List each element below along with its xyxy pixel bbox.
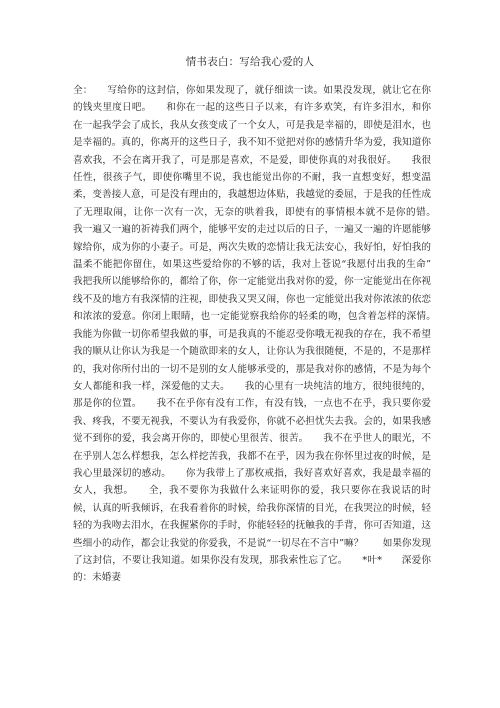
letter-body: 全： 写给你的这封信，你如果发现了，就仔细读一读。如果没发现，就让它在你的钱夹里度日吧。 和你在一起的这些日子以来，有许多欢笑，有许多泪水，和你在一起我学会了成长，我从女孩变成了一个女人，可是我是幸福的，即使是泪水，也是幸福的。真的，你离开的这些日子，我不知不觉把对你的感情升华为爱，我知道你喜欢我，不会在离开我了，可是那是喜欢，不是爱，即使你真的对我很好。 我很任性，很孩子气，即使你嘴里不说，我也能觉出你的不耐，我一直想变好，想变温柔，变善接人意，可是没有理由的，我越想边体贴，我越觉的委屈，于是我的任性成了无理取闹，让你一次有一次，无奈的哄着我，即使有的事情根本就不是你的错。 我一遍又一遍的祈祷我们两个，能够平安的走过以后的日子，一遍又一遍的许愿能够嫁给你，成为你的小妻子。可是，两次失败的恋情让我无法安心，我好怕，好怕我的温柔不能把你留住，如果这些爱给你的不够的话，我对上苍说“我愿付出我的生命” 我把我所以能够给你的，都给了你，你一定能觉出我对你的爱，你一定能觉出在你视线不及的地方有我深情的注视，即使我又哭又闹，你也一定能觉出我对你浓浓的依恋和浓浓的爱意。你闭上眼睛，也一定能觉察我给你的轻柔的吻，包含着怎样的深情。 我能为你做一切你希望我做的事，可是我真的不能忍受你哦无视我的存在，我不希望我的顺从让你认为我是一个随欲即来的女人，让你认为我很随便，不是的，不是那样的，我对你所付出的一切不是别的女人能够承受的，那是我对你的感情，不是为每个女人都能和我一样，深爱他的丈夫。 我的心里有一块纯洁的地方，很纯很纯的，那是你的位置。 我不在乎你有没有工作，有没有钱，一点也不在乎，我只要你爱我、疼我，不要无视我，不要认为有我爱你，你就不必担忧失去我。会的，如果我感觉不到你的爱，我会离开你的，即使心里很苦、很苦。 我不在乎世人的眼光，不在乎别人怎么样想我，怎么样挖苦我，我都不在乎，因为我在你怀里过夜的时候，是我心里最深切的感动。 你为我带上了那枚戒指，我好喜欢好喜欢，我是最幸福的女人，我想。 全，我不要你为我做什么来证明你的爱，我只要你在我说话的时候，认真的听我倾诉，在我看着你的时候，给我你深情的目光，在我哭泣的时候，轻轻的为我吻去泪水，在我握紧你的手时，你能轻轻的抚触我的手背，你可否知道，这些细小的动作，都会让我觉的你爱我，不是说“一切尽在不言中”嘛？ 如果你发现了这封信，不要让我知道。如果你没有发现，那我索性忘了它。 *叶* 深爱你的：未婚妻 — [73, 85, 451, 584]
document-title: 情书表白：写给我心爱的人 — [185, 56, 315, 68]
